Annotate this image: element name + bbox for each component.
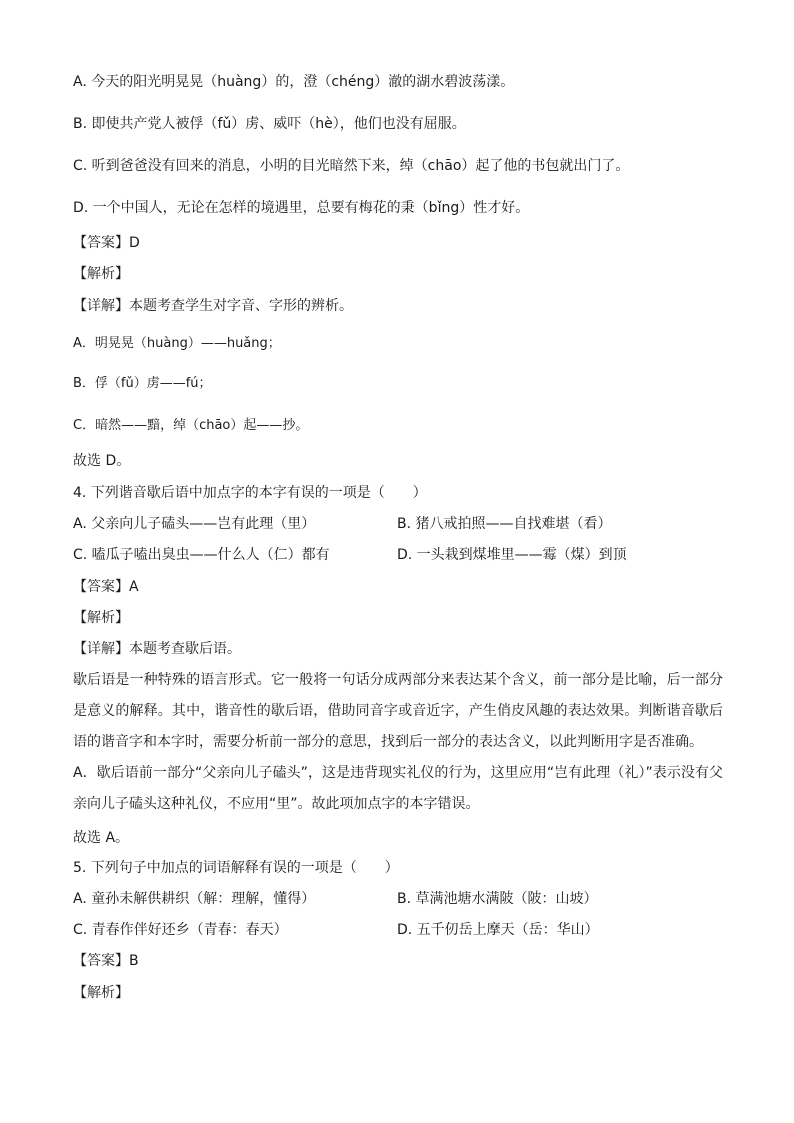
q3-option-d: D. 一个中国人，无论在怎样的境遇里，总要有梅花的秉（bǐng）性才好。 [73,200,530,216]
q4-option-b: B. 猪八戒拍照——自找难堪（看） [397,516,612,532]
q3-option-b: B. 即使共产党人被俘（fǔ）虏、威吓（hè），他们也没有屈服。 [73,116,466,132]
q5-option-c: C. 青春作伴好还乡（青春：春天） [73,922,288,938]
q3-detail: 【详解】本题考查学生对字音、字形的辨析。 [73,298,353,314]
q4-question: 4. 下列谐音歇后语中加点字的本字有误的一项是（ ） [73,485,427,501]
q4-answer: 【答案】A [73,579,139,595]
q4-option-d: D. 一头栽到煤堆里——霉（煤）到顶 [397,547,627,563]
q3-explanation-b: B．俘（fǔ）虏——fú； [73,376,212,391]
q3-analysis-heading: 【解析】 [73,266,129,282]
q3-option-a: A. 今天的阳光明晃晃（huàng）的，澄（chéng）澈的湖水碧波荡漾。 [73,74,515,90]
q3-answer: 【答案】D [73,235,140,251]
q4-paragraph-1: 歇后语是一种特殊的语言形式。它一般将一句话分成两部分来表达某个含义，前一部分是比喻，后一部分是意义的解释。其中，谐音性的歇后语，借助同音字或音近字，产生俏皮风趣的表达效果。判断谐音歇后语的谐音字和本字时，需要分析前一部分的意思，找到后一部分的表达含义，以此判断用字是否准确。 [73,672,723,750]
q5-answer: 【答案】B [73,953,139,969]
q3-option-c: C. 听到爸爸没有回来的消息，小明的目光暗然下来，绰（chāo）起了他的书包就出门了。 [73,158,630,174]
q5-option-b: B. 草满池塘水满陂（陂：山坡） [397,891,598,907]
q5-question: 5. 下列句子中加点的词语解释有误的一项是（ ） [73,860,399,876]
q5-option-d: D. 五千仞岳上摩天（岳：华山） [397,922,599,938]
q4-detail: 【详解】本题考查歇后语。 [73,641,241,657]
q4-option-a: A. 父亲向儿子磕头——岂有此理（里） [73,516,316,532]
q5-option-a: A. 童孙未解供耕织（解：理解，懂得） [73,891,316,907]
q4-conclusion: 故选 A。 [73,830,130,846]
q4-paragraph-2: A．歇后语前一部分“父亲向儿子磕头”，这是违背现实礼仪的行为，这里应用“岂有此理（礼）”表示没有父亲向儿子磕头这种礼仪，不应用“里”。故此项加点字的本字错误。 [73,765,723,812]
q5-analysis-heading: 【解析】 [73,985,129,1001]
q4-option-c: C. 嗑瓜子嗑出臭虫——什么人（仁）都有 [73,547,330,563]
q4-analysis-heading: 【解析】 [73,610,129,626]
q3-explanation-c: C．暗然——黯，绰（chāo）起——抄。 [73,418,309,433]
q3-explanation-a: A．明晃晃（huàng）——huǎng； [73,336,281,351]
q3-conclusion: 故选 D。 [73,453,131,469]
